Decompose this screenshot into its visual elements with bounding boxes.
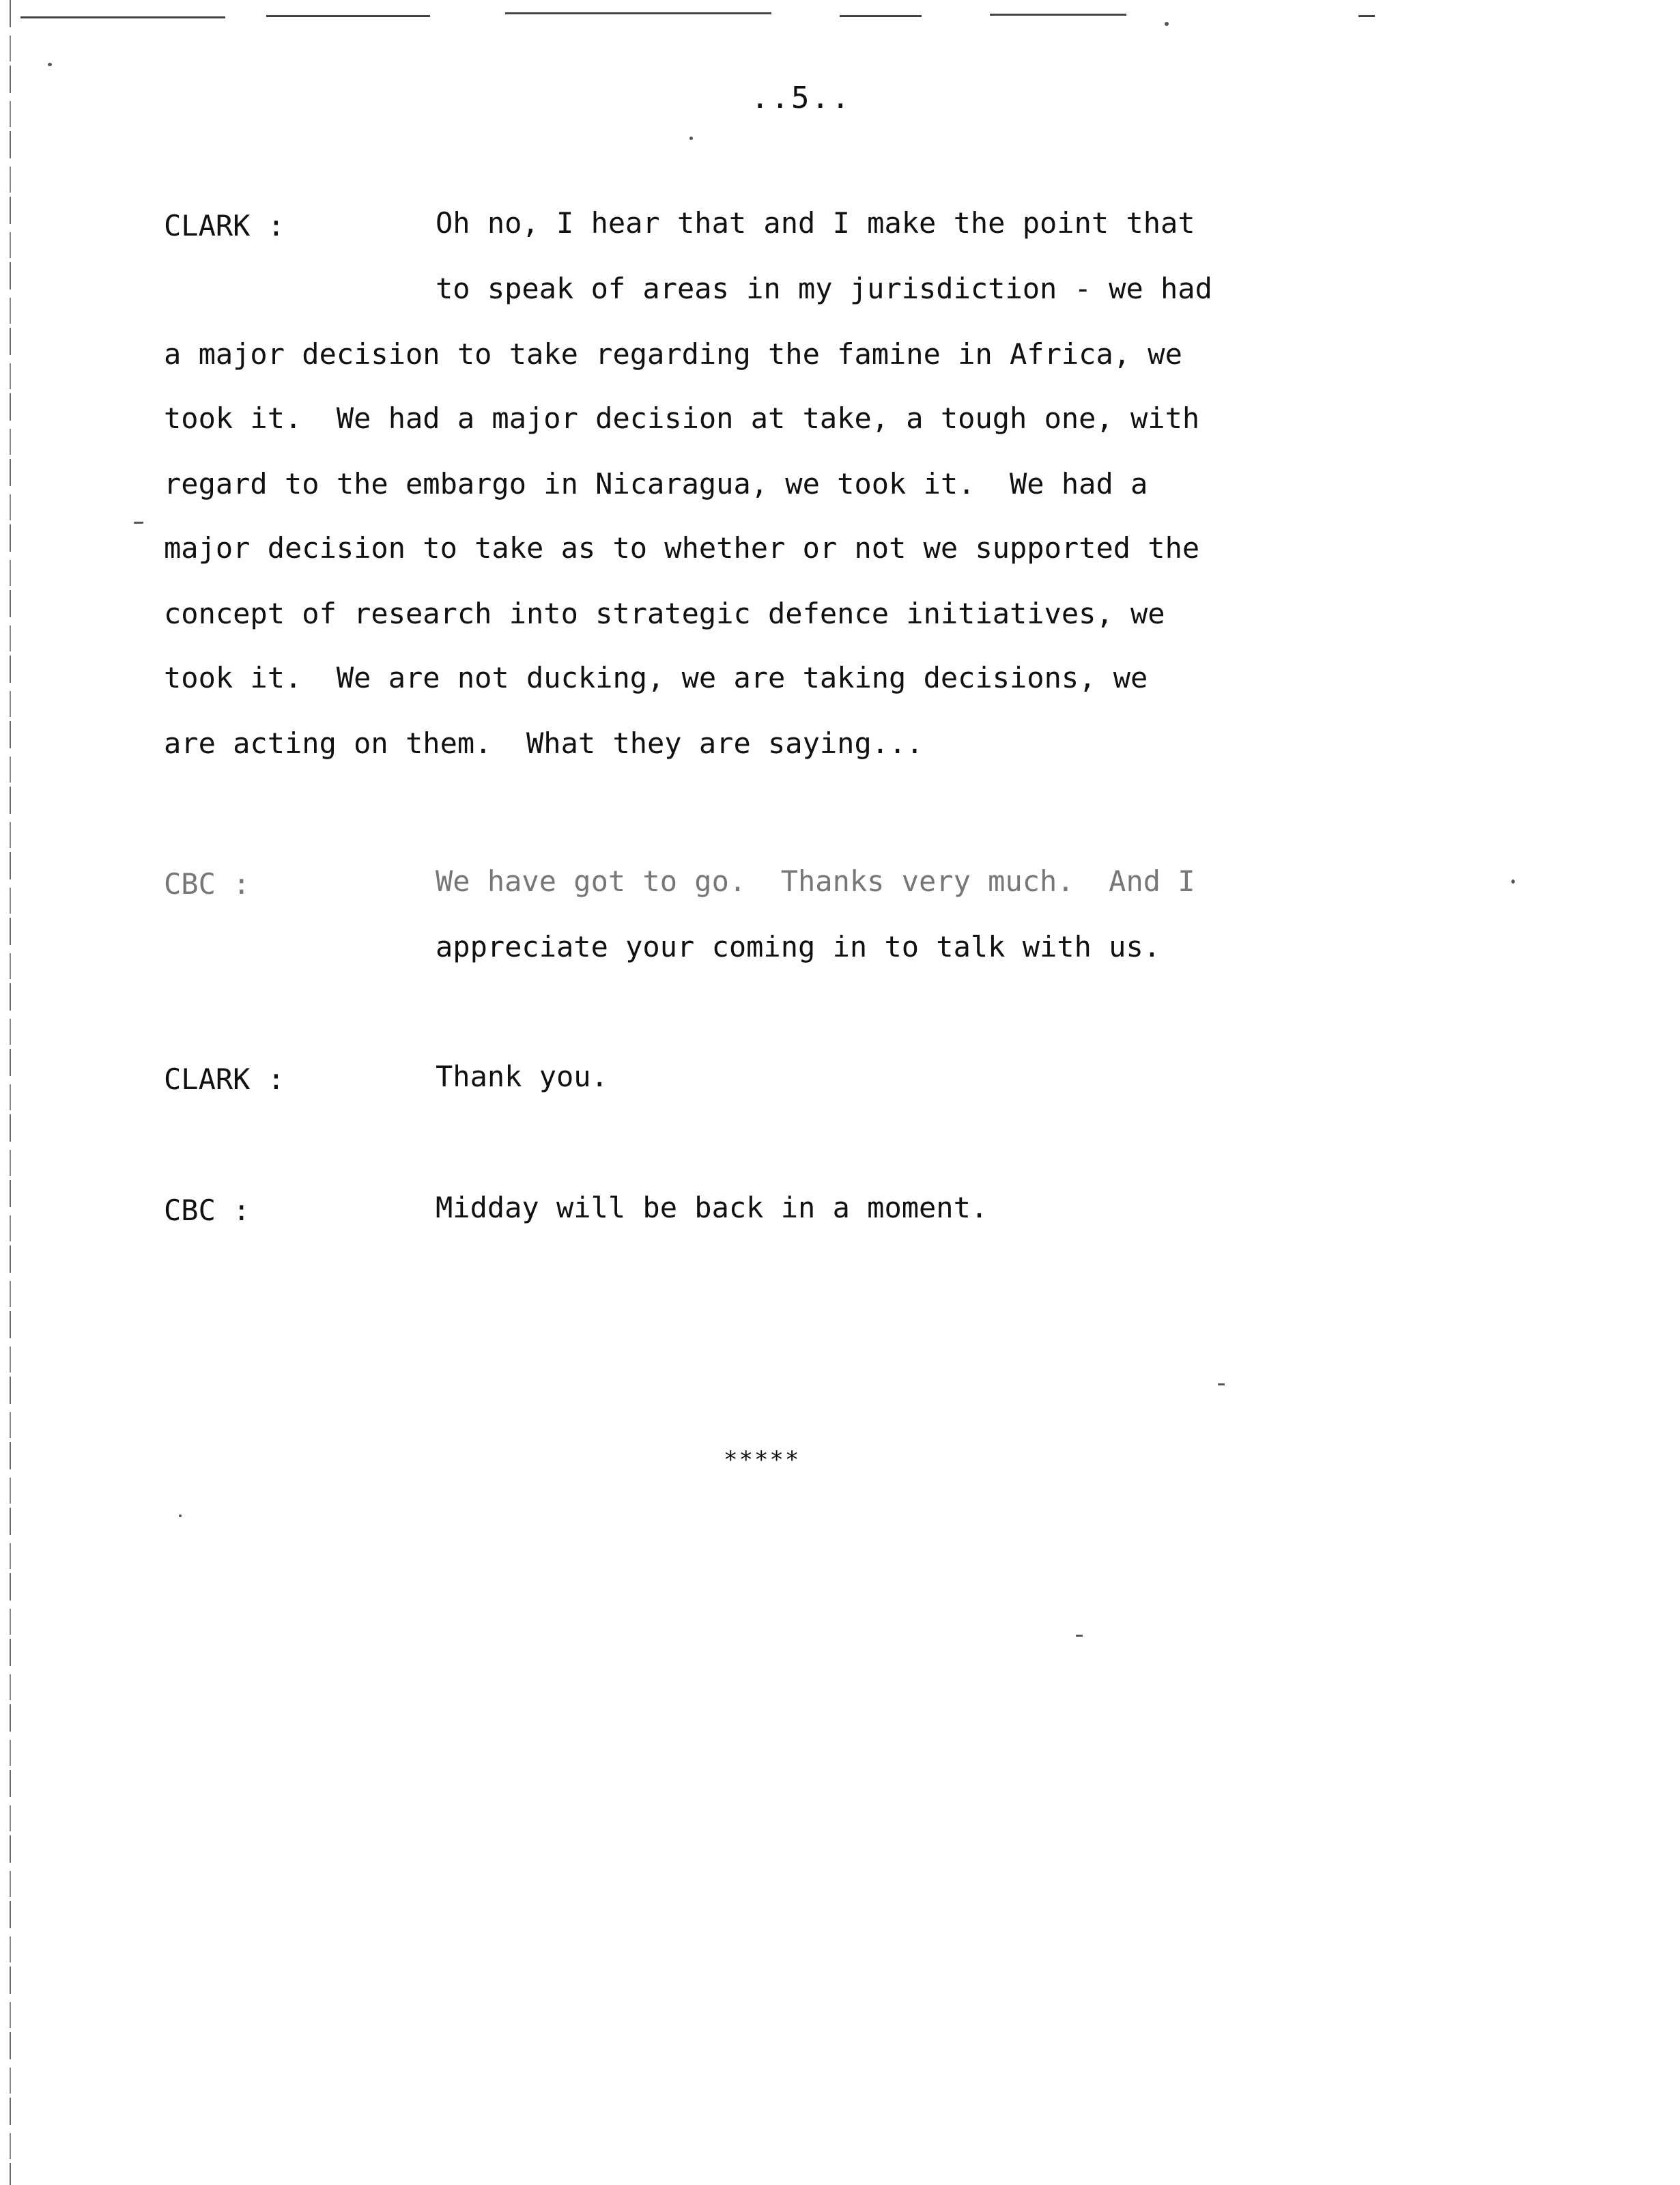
- scan-speck: [179, 1514, 182, 1517]
- speaker-label-clark: CLARK :: [164, 1062, 285, 1096]
- scan-speck: [1511, 879, 1515, 884]
- transcript-line: appreciate your coming in to talk with us.: [436, 930, 1161, 963]
- transcript-line: Thank you.: [436, 1060, 608, 1093]
- scan-speck: [689, 137, 693, 140]
- scan-artifact-line: [990, 14, 1126, 16]
- transcript-line: to speak of areas in my jurisdiction - we had: [436, 272, 1212, 305]
- transcript-line: a major decision to take regarding the famine in Africa, we: [164, 337, 1182, 371]
- scan-speck: [1165, 22, 1169, 26]
- scan-speck: [134, 522, 143, 524]
- transcript-line: Oh no, I hear that and I make the point that: [436, 206, 1195, 240]
- speaker-label-cbc: CBC :: [164, 1194, 251, 1227]
- transcript-line: major decision to take as to whether or not we supported the: [164, 531, 1200, 565]
- transcript-line: concept of research into strategic defence initiatives, we: [164, 597, 1165, 630]
- speaker-label-cbc: CBC :: [164, 867, 251, 901]
- page-number: ..5..: [751, 81, 852, 115]
- transcript-line: are acting on them. What they are saying...: [164, 727, 924, 760]
- scan-artifact-line: [1358, 15, 1375, 17]
- scan-artifact-line: [266, 15, 430, 17]
- scan-speck: [48, 63, 52, 66]
- transcript-line: took it. We are not ducking, we are taking decisions, we: [164, 661, 1148, 694]
- scan-artifact-line: [840, 15, 922, 17]
- scan-artifact-line: [20, 16, 225, 18]
- end-of-transcript-mark: *****: [724, 1446, 801, 1474]
- scan-edge-rule: [10, 0, 11, 2185]
- scan-speck: [1218, 1383, 1225, 1385]
- scan-artifact-line: [505, 12, 771, 14]
- transcript-line: regard to the embargo in Nicaragua, we took it. We had a: [164, 467, 1148, 501]
- transcript-line: took it. We had a major decision at take, a tough one, with: [164, 401, 1200, 435]
- transcript-line: We have got to go. Thanks very much. And I: [436, 864, 1195, 898]
- scan-speck: [1076, 1635, 1083, 1637]
- speaker-label-clark: CLARK :: [164, 209, 285, 242]
- transcript-line: Midday will be back in a moment.: [436, 1191, 988, 1224]
